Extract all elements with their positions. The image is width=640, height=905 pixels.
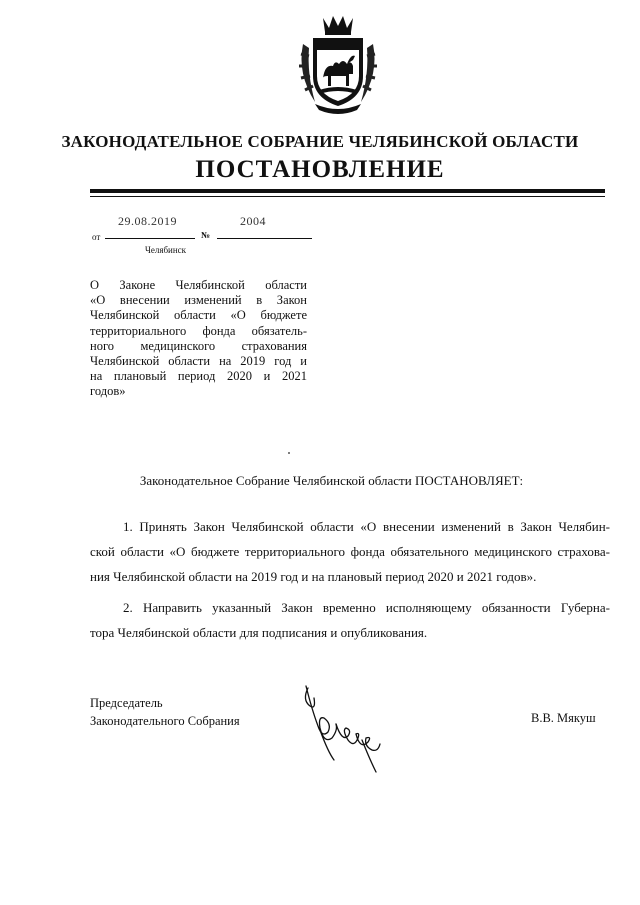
number-underline [217,238,312,239]
paragraph-line: тора Челябинской области для подписания и опубликования. [90,625,428,640]
document-number: 2004 [240,214,266,228]
subject-line: О Законе Челябинской области [90,278,307,292]
document-date: 29.08.2019 [118,214,177,228]
document-subject [90,278,307,400]
city-label: Челябинск [145,245,187,255]
scan-speck [288,452,290,454]
subject-line: на плановый период 2020 и 2021 [90,369,307,384]
resolution-item-1 [90,514,610,589]
signatory-title [90,694,240,730]
document-type-title: ПОСТАНОВЛЕНИЕ [195,156,445,183]
header-rule-thick [90,189,605,193]
subject-line: территориального фонда обязатель- [90,323,307,338]
paragraph-line: ской области «О бюджете территориального фонда обязательного медицинского страхова- [90,544,610,559]
paragraph-line: 2. Направить указанный Закон временно исполняющему обязанности Губерна- [123,600,610,615]
subject-line: «О внесении изменений в Закон [90,293,307,308]
number-prefix-label: № [201,230,211,240]
subject-line: годов» [90,384,126,399]
date-underline [105,238,195,239]
subject-line: ного медицинского страхования [90,338,307,353]
subject-line: Челябинской области на 2019 год и [90,354,307,369]
signatory-title-line: Председатель [90,696,163,710]
paragraph-line: 1. Принять Закон Челябинской области «О внесении изменений в Закон Челябин- [123,519,610,534]
subject-line: Челябинской области «О бюджете [90,308,307,323]
organization-header: ЗАКОНОДАТЕЛЬНОЕ СОБРАНИЕ ЧЕЛЯБИНСКОЙ ОБЛАСТИ [61,132,579,151]
signatory-title-line: Законодательного Собрания [90,714,240,728]
preamble: Законодательное Собрание Челябинской области ПОСТАНОВЛЯЕТ: [139,473,524,488]
date-prefix-label: от [92,232,101,242]
paragraph-line: ния Челябинской области на 2019 год и на плановый период 2020 и 2021 годов». [90,569,537,584]
signatory-name: В.В. Мякуш [531,711,596,725]
header-rule-thin [90,196,605,197]
coat-of-arms-icon [295,14,381,114]
handwritten-signature [298,680,398,780]
resolution-item-2 [90,595,610,645]
